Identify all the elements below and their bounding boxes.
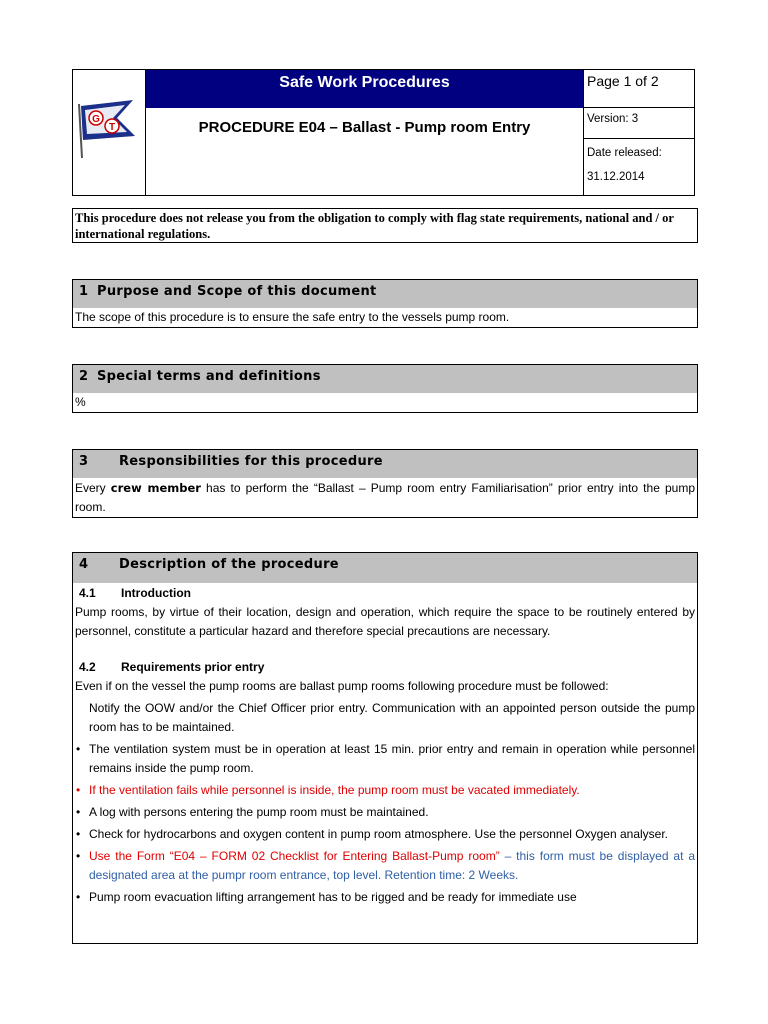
list-item-form-reference [75, 847, 695, 885]
section-title: Purpose and Scope of this document [97, 284, 377, 299]
section-title: Special terms and definitions [97, 369, 321, 384]
header-meta [583, 70, 694, 195]
list-item: • Pump room evacuation lifting arrangement has to be rigged and be ready for immediate use [75, 888, 695, 907]
section-heading [73, 450, 697, 478]
document-header [72, 69, 695, 196]
logo-letter-g: G [92, 114, 100, 125]
list-item: • A log with persons entering the pump room must be maintained. [75, 803, 695, 822]
section-number: 1 [79, 284, 89, 299]
version-label: Version: 3 [584, 108, 695, 139]
subsection-heading-introduction [75, 583, 695, 603]
section-text: The scope of this procedure is to ensure the safe entry to the vessels pump room. [75, 310, 510, 324]
crew-member-emphasis: crew member [110, 481, 201, 495]
version-date-cell [584, 108, 695, 195]
subsection-title: Requirements prior entry [121, 660, 265, 674]
flag-icon [73, 70, 146, 195]
section-number: 2 [79, 369, 89, 384]
section-body [73, 583, 697, 907]
text-fragment: Every [75, 481, 111, 495]
introduction-text: Pump rooms, by virtue of their location, design and operation, which require the space to be routinely entered by personnel, constitute a particular hazard and therefore special precautions are necessary. [75, 605, 695, 638]
section-heading [73, 553, 697, 583]
list-item: Notify the OOW and/or the Chief Officer prior entry. Communication with an appointed person outside the pump room has to be maintained. [89, 701, 695, 734]
subsection-title: Introduction [121, 586, 191, 600]
section-text [73, 478, 697, 517]
list-item: • Check for hydrocarbons and oxygen content in pump room atmosphere. Use the personnel Oxygen analyser. [75, 825, 695, 844]
section-heading [73, 280, 697, 308]
subsection-number: 4.1 [79, 586, 96, 600]
date-released-value: 31.12.2014 [587, 171, 645, 183]
subsection-number: 4.2 [79, 660, 96, 674]
section-special-terms [72, 364, 698, 413]
list-item-warning: • If the ventilation fails while personnel is inside, the pump room must be vacated immediately. [75, 781, 695, 800]
section-heading [73, 365, 697, 393]
date-released-label: Date released: [587, 147, 662, 159]
section-text: % [75, 395, 86, 409]
section-number: 4 [79, 557, 89, 572]
form-retention-text: – this form must be displayed at a designated area at the pumpr room entrance, top level. Retention time: 2 Weeks. [89, 849, 695, 882]
section-title: Description of the procedure [119, 557, 339, 572]
page-number: Page 1 of 2 [584, 70, 695, 108]
requirements-intro: Even if on the vessel the pump rooms are ballast pump rooms following procedure must be followed: [75, 679, 609, 693]
section-number: 3 [79, 454, 89, 469]
company-flag-logo [73, 70, 146, 195]
procedure-title: PROCEDURE E04 – Ballast - Pump room Entry [198, 119, 531, 136]
header-title-banner: Safe Work Procedures [146, 70, 583, 108]
list-item: • The ventilation system must be in operation at least 15 min. prior entry and remain in operation while personnel remains inside the pump room. [75, 740, 695, 778]
text-fragment: has to perform the “Ballast – Pump room entry Familiarisation” prior entry into the pump room. [75, 481, 695, 514]
requirements-list [75, 699, 695, 907]
section-purpose-scope [72, 279, 698, 328]
logo-letter-t: T [108, 122, 116, 133]
section-title: Responsibilities for this procedure [119, 454, 383, 469]
subsection-heading-requirements [75, 657, 695, 677]
regulation-notice: This procedure does not release you from the obligation to comply with flag state requirements, national and / or international regulations. [72, 208, 698, 243]
section-responsibilities [72, 449, 698, 518]
section-description [72, 552, 698, 944]
form-reference-text: Use the Form “E04 – FORM 02 Checklist for Entering Ballast-Pump room” [89, 849, 500, 863]
